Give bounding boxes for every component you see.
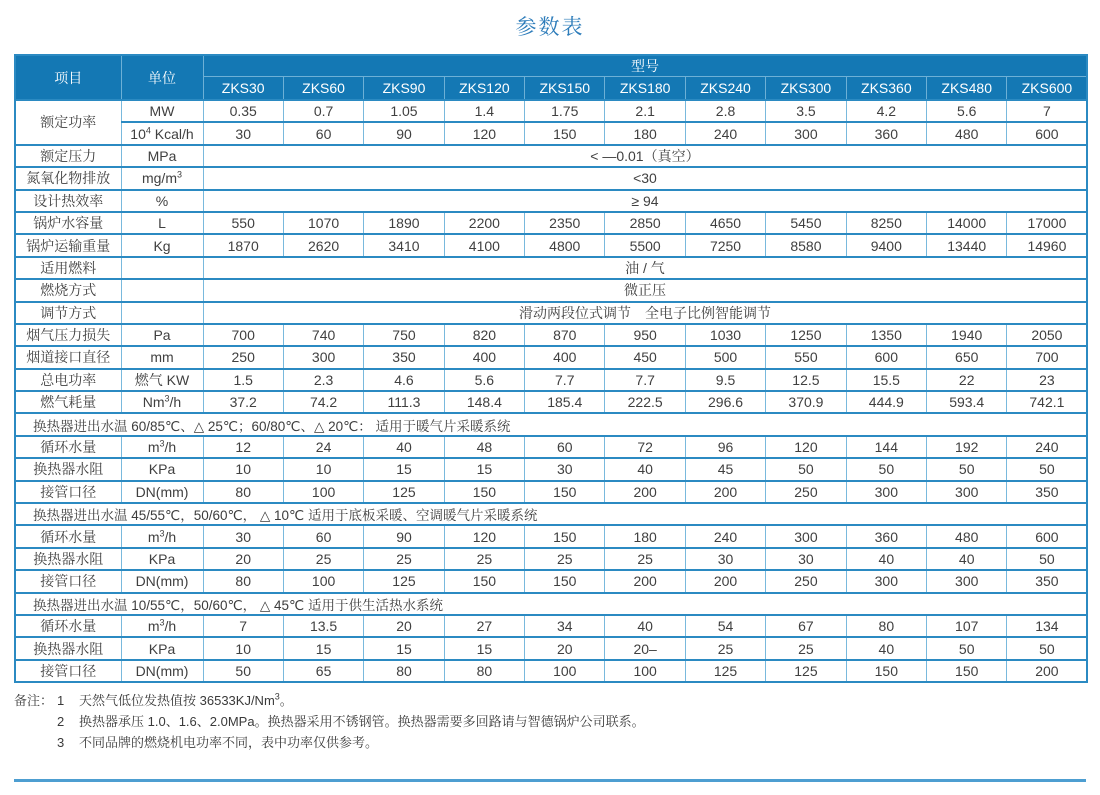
cell-value: 25 xyxy=(525,548,605,570)
note-number: 1 xyxy=(57,693,65,709)
table-body xyxy=(15,100,1087,682)
header-model: ZKS90 xyxy=(364,77,444,101)
table-row xyxy=(15,637,1087,659)
cell-value: 300 xyxy=(766,525,846,547)
section-label: 换热器进出水温 10/55℃，50/60℃， △ 45℃ 适用于供生活热水系统 xyxy=(15,593,1087,615)
row-unit xyxy=(121,257,203,279)
cell-value: 65 xyxy=(283,660,363,682)
cell-value: 593.4 xyxy=(927,391,1007,413)
cell-value: 2620 xyxy=(283,234,363,256)
row-unit: KPa xyxy=(121,637,203,659)
cell-value: 17000 xyxy=(1007,212,1088,234)
cell-value: 14960 xyxy=(1007,234,1088,256)
cell-value: 150 xyxy=(444,481,524,503)
cell-value: 40 xyxy=(364,436,444,458)
cell-value: 300 xyxy=(927,570,1007,592)
table-row xyxy=(15,324,1087,346)
row-unit: Kg xyxy=(121,234,203,256)
cell-value: 50 xyxy=(1007,548,1088,570)
table-row xyxy=(15,302,1087,324)
cell-value: 5.6 xyxy=(444,369,524,391)
cell-value: 150 xyxy=(927,660,1007,682)
table-row xyxy=(15,615,1087,637)
cell-value: 350 xyxy=(1007,481,1088,503)
cell-value: 80 xyxy=(364,660,444,682)
cell-value: 80 xyxy=(444,660,524,682)
row-span-value: ≥ 94 xyxy=(203,190,1087,212)
header-model: ZKS180 xyxy=(605,77,685,101)
cell-value: 1.4 xyxy=(444,100,524,122)
cell-value: 25 xyxy=(283,548,363,570)
cell-value: 400 xyxy=(444,346,524,368)
table-row xyxy=(15,167,1087,189)
table-row xyxy=(15,458,1087,480)
cell-value: 7 xyxy=(203,615,283,637)
cell-value: 350 xyxy=(1007,570,1088,592)
cell-value: 3410 xyxy=(364,234,444,256)
cell-value: 134 xyxy=(1007,615,1088,637)
cell-value: 1350 xyxy=(846,324,926,346)
cell-value: 125 xyxy=(766,660,846,682)
cell-value: 360 xyxy=(846,525,926,547)
cell-value: 50 xyxy=(927,637,1007,659)
cell-value: 15 xyxy=(364,637,444,659)
cell-value: 40 xyxy=(605,615,685,637)
cell-value: 700 xyxy=(1007,346,1088,368)
cell-value: 5500 xyxy=(605,234,685,256)
cell-value: 111.3 xyxy=(364,391,444,413)
cell-value: 222.5 xyxy=(605,391,685,413)
cell-value: 30 xyxy=(685,548,765,570)
cell-value: 300 xyxy=(846,481,926,503)
cell-value: 96 xyxy=(685,436,765,458)
note-line xyxy=(57,690,645,711)
cell-value: 20– xyxy=(605,637,685,659)
row-label: 循环水量 xyxy=(15,615,121,637)
section-label: 换热器进出水温 60/85℃、△ 25℃；60/80℃、△ 20℃： 适用于暖气片采暖系统 xyxy=(15,413,1087,435)
header-model-group: 型号 xyxy=(203,55,1087,77)
row-unit: DN(mm) xyxy=(121,481,203,503)
cell-value: 2850 xyxy=(605,212,685,234)
cell-value: 90 xyxy=(364,525,444,547)
cell-value: 80 xyxy=(203,570,283,592)
row-label: 锅炉水容量 xyxy=(15,212,121,234)
cell-value: 25 xyxy=(685,637,765,659)
cell-value: 90 xyxy=(364,122,444,144)
cell-value: 5450 xyxy=(766,212,846,234)
cell-value: 60 xyxy=(283,122,363,144)
row-label: 循环水量 xyxy=(15,525,121,547)
cell-value: 650 xyxy=(927,346,1007,368)
row-unit: 燃气 KW xyxy=(121,369,203,391)
table-row xyxy=(15,548,1087,570)
cell-value: 67 xyxy=(766,615,846,637)
cell-value: 50 xyxy=(766,458,846,480)
cell-value: 20 xyxy=(364,615,444,637)
cell-value: 400 xyxy=(525,346,605,368)
cell-value: 50 xyxy=(846,458,926,480)
cell-value: 240 xyxy=(685,525,765,547)
cell-value: 15 xyxy=(444,637,524,659)
cell-value: 1030 xyxy=(685,324,765,346)
table-row xyxy=(15,570,1087,592)
row-label: 燃气耗量 xyxy=(15,391,121,413)
cell-value: 30 xyxy=(525,458,605,480)
cell-value: 7.7 xyxy=(525,369,605,391)
row-label: 调节方式 xyxy=(15,302,121,324)
cell-value: 180 xyxy=(605,122,685,144)
cell-value: 50 xyxy=(1007,458,1088,480)
cell-value: 30 xyxy=(203,122,283,144)
cell-value: 9.5 xyxy=(685,369,765,391)
cell-value: 125 xyxy=(685,660,765,682)
cell-value: 1.05 xyxy=(364,100,444,122)
cell-value: 34 xyxy=(525,615,605,637)
row-label: 锅炉运输重量 xyxy=(15,234,121,256)
notes xyxy=(14,690,1100,753)
row-unit: DN(mm) xyxy=(121,660,203,682)
header-row-model xyxy=(15,55,1087,77)
cell-value: 54 xyxy=(685,615,765,637)
cell-value: 300 xyxy=(927,481,1007,503)
header-item: 项目 xyxy=(15,55,121,100)
table-row xyxy=(15,436,1087,458)
row-label: 烟道接口直径 xyxy=(15,346,121,368)
table-row xyxy=(15,100,1087,122)
cell-value: 15.5 xyxy=(846,369,926,391)
cell-value: 13440 xyxy=(927,234,1007,256)
header-model: ZKS240 xyxy=(685,77,765,101)
cell-value: 200 xyxy=(1007,660,1088,682)
table-row xyxy=(15,145,1087,167)
cell-value: 240 xyxy=(1007,436,1088,458)
note-text: 不同品牌的燃烧机电功率不同，表中功率仅供参考。 xyxy=(79,735,379,751)
cell-value: 30 xyxy=(766,548,846,570)
row-label: 燃烧方式 xyxy=(15,279,121,301)
cell-value: 2.1 xyxy=(605,100,685,122)
row-unit: mm xyxy=(121,346,203,368)
row-unit: $m^3/h$ xyxy=(121,615,203,637)
cell-value: 300 xyxy=(283,346,363,368)
cell-value: 250 xyxy=(766,481,846,503)
cell-value: 25 xyxy=(364,548,444,570)
note-text: 换热器承压 1.0、1.6、2.0MPa。换热器采用不锈钢管。换热器需要多回路请与智德锅炉公司联系。 xyxy=(79,714,645,730)
cell-value: 7.7 xyxy=(605,369,685,391)
row-label: 接管口径 xyxy=(15,570,121,592)
cell-value: 120 xyxy=(766,436,846,458)
cell-value: 300 xyxy=(766,122,846,144)
cell-value: 125 xyxy=(364,481,444,503)
row-span-value: <30 xyxy=(203,167,1087,189)
table-row xyxy=(15,525,1087,547)
table-row xyxy=(15,234,1087,256)
row-span-value: 滑动两段位式调节 全电子比例智能调节 xyxy=(203,302,1087,324)
cell-value: 4650 xyxy=(685,212,765,234)
cell-value: 150 xyxy=(846,660,926,682)
row-unit xyxy=(121,279,203,301)
cell-value: 23 xyxy=(1007,369,1088,391)
cell-value: 48 xyxy=(444,436,524,458)
cell-value: 7250 xyxy=(685,234,765,256)
table-row xyxy=(15,190,1087,212)
cell-value: 40 xyxy=(846,548,926,570)
cell-value: 15 xyxy=(283,637,363,659)
cell-value: 45 xyxy=(685,458,765,480)
row-label: 接管口径 xyxy=(15,481,121,503)
cell-value: 250 xyxy=(766,570,846,592)
row-unit: Pa xyxy=(121,324,203,346)
cell-value: 125 xyxy=(364,570,444,592)
note-number: 2 xyxy=(57,714,65,730)
cell-value: 60 xyxy=(283,525,363,547)
header-model: ZKS30 xyxy=(203,77,283,101)
cell-value: 1.5 xyxy=(203,369,283,391)
section-label: 换热器进出水温 45/55℃，50/60℃， △ 10℃ 适用于底板采暖、空调暖气片采暖系统 xyxy=(15,503,1087,525)
cell-value: 100 xyxy=(283,570,363,592)
row-unit: DN(mm) xyxy=(121,570,203,592)
row-label: 烟气压力损失 xyxy=(15,324,121,346)
row-label: 设计热效率 xyxy=(15,190,121,212)
row-span-value: < —0.01（真空） xyxy=(203,145,1087,167)
table-row xyxy=(15,346,1087,368)
cell-value: 148.4 xyxy=(444,391,524,413)
notes-label: 备注： xyxy=(14,693,54,709)
cell-value: 444.9 xyxy=(846,391,926,413)
cell-value: 144 xyxy=(846,436,926,458)
cell-value: 25 xyxy=(766,637,846,659)
notes-lines xyxy=(57,690,645,753)
header-model: ZKS360 xyxy=(846,77,926,101)
cell-value: 40 xyxy=(927,548,1007,570)
cell-value: 50 xyxy=(203,660,283,682)
note-text: 天然气低位发热值按 36533KJ/Nm$^3$。 xyxy=(79,691,293,709)
cell-value: 200 xyxy=(685,570,765,592)
cell-value: 550 xyxy=(203,212,283,234)
row-unit: KPa xyxy=(121,548,203,570)
cell-value: 3.5 xyxy=(766,100,846,122)
section-row xyxy=(15,593,1087,615)
row-unit: MW xyxy=(121,100,203,122)
header-model: ZKS60 xyxy=(283,77,363,101)
cell-value: 2.3 xyxy=(283,369,363,391)
note-number: 3 xyxy=(57,735,65,751)
table-row xyxy=(15,257,1087,279)
cell-value: 12.5 xyxy=(766,369,846,391)
cell-value: 1070 xyxy=(283,212,363,234)
cell-value: 5.6 xyxy=(927,100,1007,122)
row-label: 接管口径 xyxy=(15,660,121,682)
row-unit: $m^3/h$ xyxy=(121,525,203,547)
cell-value: 8250 xyxy=(846,212,926,234)
cell-value: 107 xyxy=(927,615,1007,637)
table-header xyxy=(15,55,1087,100)
row-unit: L xyxy=(121,212,203,234)
cell-value: 192 xyxy=(927,436,1007,458)
cell-value: 370.9 xyxy=(766,391,846,413)
cell-value: 700 xyxy=(203,324,283,346)
header-model: ZKS600 xyxy=(1007,77,1088,101)
section-row xyxy=(15,503,1087,525)
row-span-value: 油 / 气 xyxy=(203,257,1087,279)
row-label: 换热器水阻 xyxy=(15,458,121,480)
cell-value: 360 xyxy=(846,122,926,144)
table-row xyxy=(15,122,1087,144)
cell-value: 600 xyxy=(846,346,926,368)
table-row xyxy=(15,660,1087,682)
cell-value: 7 xyxy=(1007,100,1088,122)
cell-value: 15 xyxy=(444,458,524,480)
cell-value: 80 xyxy=(846,615,926,637)
cell-value: 950 xyxy=(605,324,685,346)
cell-value: 500 xyxy=(685,346,765,368)
cell-value: 40 xyxy=(605,458,685,480)
cell-value: 25 xyxy=(444,548,524,570)
cell-value: 80 xyxy=(203,481,283,503)
header-model: ZKS150 xyxy=(525,77,605,101)
cell-value: 200 xyxy=(605,570,685,592)
cell-value: 150 xyxy=(525,122,605,144)
cell-value: 10 xyxy=(203,458,283,480)
page-title: 参数表 xyxy=(515,16,585,39)
cell-value: 15 xyxy=(364,458,444,480)
cell-value: 1940 xyxy=(927,324,1007,346)
cell-value: 350 xyxy=(364,346,444,368)
cell-value: 27 xyxy=(444,615,524,637)
cell-value: 1890 xyxy=(364,212,444,234)
cell-value: 750 xyxy=(364,324,444,346)
row-label: 换热器水阻 xyxy=(15,637,121,659)
cell-value: 1250 xyxy=(766,324,846,346)
row-span-value: 微正压 xyxy=(203,279,1087,301)
cell-value: 200 xyxy=(685,481,765,503)
cell-value: 13.5 xyxy=(283,615,363,637)
note-line xyxy=(57,732,645,753)
row-unit: $mg/m^3$ xyxy=(121,167,203,189)
row-unit: $10^4$ Kcal/h xyxy=(121,122,203,144)
cell-value: 150 xyxy=(525,570,605,592)
cell-value: 180 xyxy=(605,525,685,547)
header-model: ZKS120 xyxy=(444,77,524,101)
cell-value: 820 xyxy=(444,324,524,346)
cell-value: 150 xyxy=(444,570,524,592)
cell-value: 120 xyxy=(444,525,524,547)
table-row xyxy=(15,212,1087,234)
cell-value: 37.2 xyxy=(203,391,283,413)
row-label: 额定压力 xyxy=(15,145,121,167)
cell-value: 30 xyxy=(203,525,283,547)
cell-value: 20 xyxy=(525,637,605,659)
row-unit: Nm$^3$/h xyxy=(121,391,203,413)
cell-value: 10 xyxy=(283,458,363,480)
cell-value: 240 xyxy=(685,122,765,144)
cell-value: 9400 xyxy=(846,234,926,256)
cell-value: 25 xyxy=(605,548,685,570)
table-row xyxy=(15,481,1087,503)
table-row xyxy=(15,369,1087,391)
note-line xyxy=(57,711,645,732)
cell-value: 185.4 xyxy=(525,391,605,413)
table-row xyxy=(15,279,1087,301)
cell-value: 1870 xyxy=(203,234,283,256)
cell-value: 450 xyxy=(605,346,685,368)
cell-value: 10 xyxy=(203,637,283,659)
cell-value: 1.75 xyxy=(525,100,605,122)
cell-value: 4800 xyxy=(525,234,605,256)
cell-value: 740 xyxy=(283,324,363,346)
cell-value: 40 xyxy=(846,637,926,659)
cell-value: 870 xyxy=(525,324,605,346)
cell-value: 4100 xyxy=(444,234,524,256)
row-unit: MPa xyxy=(121,145,203,167)
cell-value: 600 xyxy=(1007,122,1088,144)
row-unit: $m^3/h$ xyxy=(121,436,203,458)
cell-value: 2.8 xyxy=(685,100,765,122)
cell-value: 0.7 xyxy=(283,100,363,122)
section-row xyxy=(15,413,1087,435)
header-model: ZKS300 xyxy=(766,77,846,101)
cell-value: 24 xyxy=(283,436,363,458)
table-row xyxy=(15,391,1087,413)
cell-value: 2350 xyxy=(525,212,605,234)
cell-value: 4.2 xyxy=(846,100,926,122)
cell-value: 50 xyxy=(1007,637,1088,659)
row-label: 换热器水阻 xyxy=(15,548,121,570)
cell-value: 60 xyxy=(525,436,605,458)
cell-value: 480 xyxy=(927,525,1007,547)
cell-value: 74.2 xyxy=(283,391,363,413)
cell-value: 550 xyxy=(766,346,846,368)
row-label: 额定功率 xyxy=(15,100,121,145)
cell-value: 12 xyxy=(203,436,283,458)
cell-value: 480 xyxy=(927,122,1007,144)
cell-value: 150 xyxy=(525,525,605,547)
cell-value: 120 xyxy=(444,122,524,144)
parameters-table xyxy=(14,54,1088,683)
row-label: 氮氧化物排放 xyxy=(15,167,121,189)
cell-value: 8580 xyxy=(766,234,846,256)
cell-value: 0.35 xyxy=(203,100,283,122)
row-label: 总电功率 xyxy=(15,369,121,391)
cell-value: 22 xyxy=(927,369,1007,391)
cell-value: 100 xyxy=(525,660,605,682)
cell-value: 72 xyxy=(605,436,685,458)
cell-value: 2200 xyxy=(444,212,524,234)
cell-value: 100 xyxy=(605,660,685,682)
cell-value: 200 xyxy=(605,481,685,503)
row-unit: % xyxy=(121,190,203,212)
header-model: ZKS480 xyxy=(927,77,1007,101)
row-label: 循环水量 xyxy=(15,436,121,458)
cell-value: 600 xyxy=(1007,525,1088,547)
cell-value: 14000 xyxy=(927,212,1007,234)
cell-value: 150 xyxy=(525,481,605,503)
cell-value: 250 xyxy=(203,346,283,368)
row-unit xyxy=(121,302,203,324)
bottom-divider xyxy=(14,779,1086,782)
cell-value: 4.6 xyxy=(364,369,444,391)
cell-value: 100 xyxy=(283,481,363,503)
cell-value: 50 xyxy=(927,458,1007,480)
header-unit: 单位 xyxy=(121,55,203,100)
cell-value: 300 xyxy=(846,570,926,592)
row-label: 适用燃料 xyxy=(15,257,121,279)
row-unit: KPa xyxy=(121,458,203,480)
cell-value: 2050 xyxy=(1007,324,1088,346)
cell-value: 20 xyxy=(203,548,283,570)
cell-value: 742.1 xyxy=(1007,391,1088,413)
cell-value: 296.6 xyxy=(685,391,765,413)
